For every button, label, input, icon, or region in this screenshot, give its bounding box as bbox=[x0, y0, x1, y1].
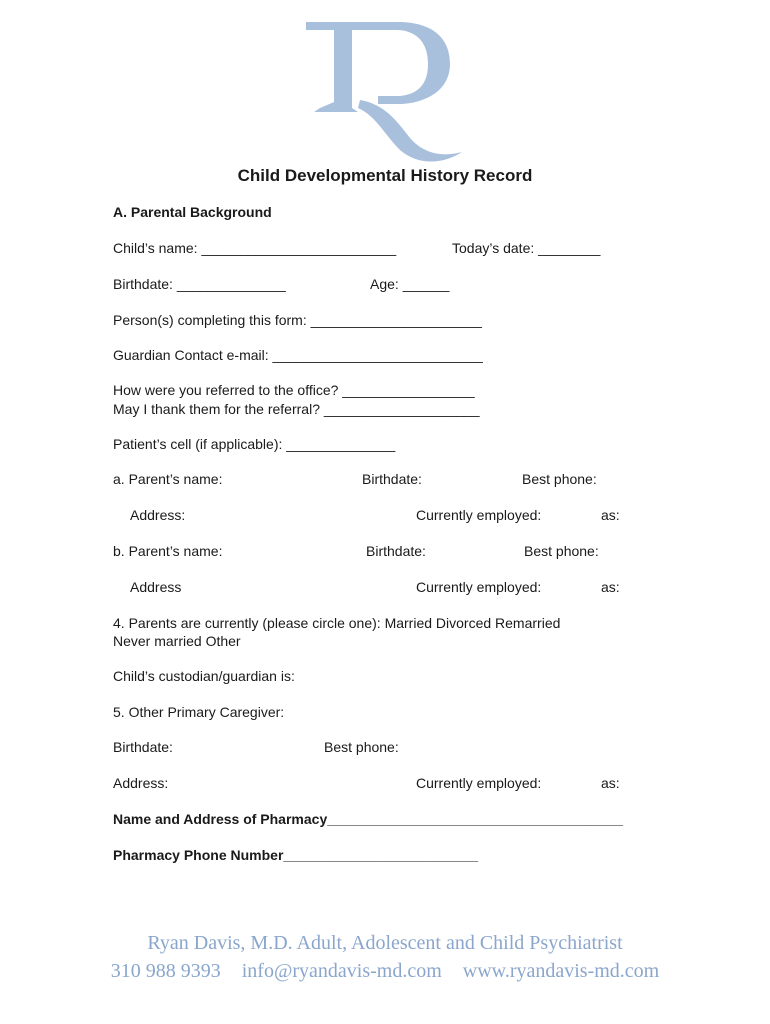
parent-b-birthdate-label: Birthdate: bbox=[366, 543, 426, 559]
pharmacy-name-field[interactable]: Name and Address of Pharmacy______________________________________ bbox=[113, 811, 624, 827]
custodian-label: Child’s custodian/guardian is: bbox=[113, 668, 295, 684]
referral-source-field[interactable]: How were you referred to the office? _________________ bbox=[113, 382, 475, 398]
person-completing-field[interactable]: Person(s) completing this form: ______________________ bbox=[113, 312, 482, 328]
caregiver-heading: 5. Other Primary Caregiver: bbox=[113, 704, 285, 720]
parent-a-birthdate-label: Birthdate: bbox=[362, 471, 422, 487]
parent-a-name-label: a. Parent’s name: bbox=[113, 471, 223, 487]
child-name-field[interactable]: Child’s name: _________________________ bbox=[113, 240, 397, 256]
footer-doctor-line: Ryan Davis, M.D. Adult, Adolescent and Child Psychiatrist bbox=[147, 932, 623, 954]
parent-a-phone-label: Best phone: bbox=[522, 471, 597, 487]
parent-a-employed-label: Currently employed: bbox=[416, 507, 542, 523]
pharmacy-phone-field[interactable]: Pharmacy Phone Number_________________________ bbox=[113, 847, 479, 863]
parent-a-as-label: as: bbox=[601, 507, 620, 523]
birthdate-field[interactable]: Birthdate: ______________ bbox=[113, 276, 286, 292]
caregiver-address-label: Address: bbox=[113, 775, 169, 791]
parent-b-employed-label: Currently employed: bbox=[416, 579, 542, 595]
footer-email[interactable]: info@ryandavis-md.com bbox=[241, 960, 442, 982]
caregiver-phone-label: Best phone: bbox=[324, 739, 399, 755]
form-title: Child Developmental History Record bbox=[237, 166, 533, 185]
caregiver-as-label: as: bbox=[601, 775, 620, 791]
referral-thanks-field[interactable]: May I thank them for the referral? ____________________ bbox=[113, 401, 480, 417]
footer-website[interactable]: www.ryandavis-md.com bbox=[462, 960, 660, 982]
caregiver-birthdate-label: Birthdate: bbox=[113, 739, 173, 755]
guardian-email-field[interactable]: Guardian Contact e-mail: ___________________________ bbox=[113, 347, 483, 363]
parent-b-phone-label: Best phone: bbox=[524, 543, 599, 559]
section-a-heading: A. Parental Background bbox=[113, 204, 272, 220]
age-field[interactable]: Age: ______ bbox=[370, 276, 450, 292]
parent-a-address-label: Address: bbox=[130, 507, 186, 523]
r-logo bbox=[300, 16, 470, 164]
patient-cell-field[interactable]: Patient’s cell (if applicable): ______________ bbox=[113, 436, 396, 452]
footer-contact-line bbox=[0, 958, 770, 984]
parent-b-name-label: b. Parent’s name: bbox=[113, 543, 223, 559]
todays-date-field[interactable]: Today’s date: ________ bbox=[452, 240, 601, 256]
caregiver-employed-label: Currently employed: bbox=[416, 775, 542, 791]
parent-b-as-label: as: bbox=[601, 579, 620, 595]
parent-b-address-label: Address bbox=[130, 579, 182, 595]
marital-status-options[interactable]: 4. Parents are currently (please circle one): Married Divorced Remarried bbox=[113, 615, 561, 631]
footer-phone: 310 988 9393 bbox=[110, 960, 221, 982]
marital-status-options-cont[interactable]: Never married Other bbox=[113, 633, 241, 649]
